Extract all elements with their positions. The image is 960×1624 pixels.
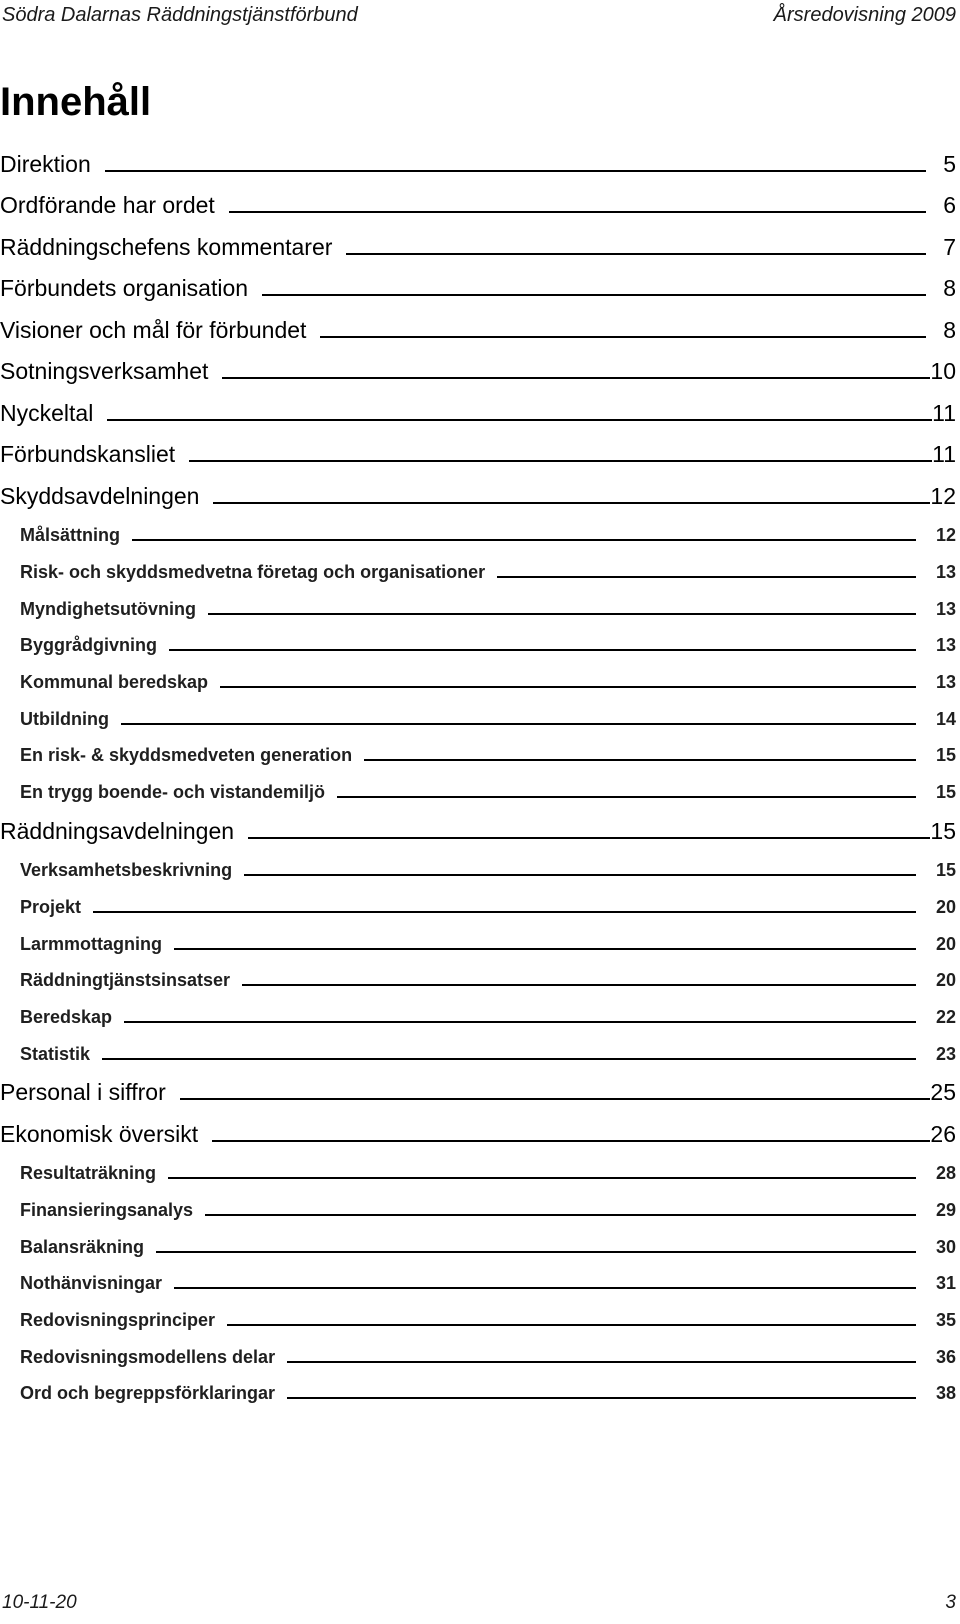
toc-leader-line: [346, 253, 926, 255]
toc-leader-line: [242, 984, 916, 986]
header-report-title: Årsredovisning 2009: [773, 4, 956, 26]
toc-leader-line: [287, 1397, 916, 1399]
toc-leader-line: [205, 1214, 916, 1216]
toc-entry-label: Byggrådgivning: [20, 635, 158, 656]
toc-entry-page: 20: [935, 933, 956, 954]
page-header: [2, 4, 956, 32]
toc-leader-line: [213, 502, 930, 504]
toc-leader-line: [212, 1140, 930, 1142]
toc-entry[interactable]: [0, 991, 956, 1028]
toc-leader-line: [174, 948, 916, 950]
toc-entry-page: 8: [943, 316, 956, 343]
toc-leader-line: [121, 723, 916, 725]
toc-entry[interactable]: [0, 656, 956, 693]
toc-entry[interactable]: [0, 302, 956, 344]
toc-entry-page: 13: [935, 598, 956, 619]
toc-entry-page: 13: [935, 635, 956, 656]
toc-entry-label: Sotningsverksamhet: [0, 358, 209, 384]
toc-entry-label: Ordförande har ordet: [0, 192, 215, 218]
toc-entry[interactable]: [0, 136, 956, 178]
toc-entry[interactable]: [0, 955, 956, 992]
toc-leader-line: [169, 649, 916, 651]
toc-leader-line: [222, 377, 930, 379]
toc-entry[interactable]: [0, 427, 956, 469]
toc-leader-line: [220, 686, 916, 688]
toc-entry[interactable]: [0, 1028, 956, 1065]
toc-entry[interactable]: [0, 1065, 956, 1107]
toc-entry-label: Myndighetsutövning: [20, 598, 196, 619]
toc-leader-line: [189, 460, 932, 462]
toc-entry-page: 38: [935, 1383, 956, 1404]
toc-entry[interactable]: [0, 385, 956, 427]
toc-entry-page: 35: [935, 1310, 956, 1331]
toc-entry-page: 30: [935, 1236, 956, 1257]
toc-entry-label: Utbildning: [20, 708, 109, 729]
toc-entry[interactable]: [0, 1106, 956, 1148]
toc-leader-line: [262, 294, 926, 296]
toc-entry-label: Beredskap: [20, 1006, 113, 1027]
toc-entry[interactable]: [0, 1331, 956, 1368]
toc-entry-label: Projekt: [20, 896, 82, 917]
toc-leader-line: [93, 911, 916, 913]
toc-leader-line: [244, 874, 916, 876]
toc-entry[interactable]: [0, 1184, 956, 1221]
toc-entry-page: 15: [935, 745, 956, 766]
toc-entry-label: Statistik: [20, 1043, 91, 1064]
toc-entry-label: Målsättning: [20, 525, 121, 546]
toc-leader-line: [132, 539, 916, 541]
toc-entry-page: 7: [943, 233, 956, 260]
toc-entry[interactable]: [0, 803, 956, 845]
toc-leader-line: [248, 837, 930, 839]
toc-entry-label: Resultaträkning: [20, 1163, 157, 1184]
toc-entry-label: Räddningtjänstsinsatser: [20, 970, 231, 991]
toc-entry-page: 15: [935, 782, 956, 802]
toc-entry[interactable]: [0, 1294, 956, 1331]
toc-entry-page: 29: [935, 1200, 956, 1220]
toc-entry-label: Ekonomisk översikt: [0, 1120, 199, 1147]
toc-leader-line: [208, 613, 916, 615]
toc-entry-page: 15: [930, 817, 956, 844]
toc-entry-page: 6: [943, 192, 956, 218]
toc-entry-label: Direktion: [0, 150, 91, 177]
toc-entry[interactable]: [0, 918, 956, 955]
table-of-contents: [0, 136, 956, 1404]
toc-entry-label: Redovisningsprinciper: [20, 1310, 216, 1331]
toc-entry[interactable]: [0, 1368, 956, 1405]
toc-entry-label: Nothänvisningar: [20, 1273, 163, 1294]
toc-entry-page: 12: [935, 525, 956, 546]
toc-entry[interactable]: [0, 1258, 956, 1295]
toc-entry[interactable]: [0, 219, 956, 261]
toc-entry-page: 12: [930, 482, 956, 509]
toc-entry[interactable]: [0, 730, 956, 767]
footer-page-number: 3: [945, 1592, 956, 1613]
footer-date: 10-11-20: [2, 1592, 77, 1613]
toc-entry-page: 28: [935, 1163, 956, 1184]
toc-entry[interactable]: [0, 693, 956, 730]
toc-leader-line: [287, 1361, 916, 1363]
toc-leader-line: [337, 796, 916, 798]
toc-entry[interactable]: [0, 178, 956, 220]
toc-entry-label: En risk- & skyddsmedveten generation: [20, 745, 353, 766]
toc-entry-label: Risk- och skyddsmedvetna företag och organisationer: [20, 561, 486, 582]
toc-entry[interactable]: [0, 546, 956, 583]
toc-entry[interactable]: [0, 261, 956, 303]
header-organization: Södra Dalarnas Räddningstjänstförbund: [2, 4, 358, 26]
toc-entry-page: 11: [932, 441, 956, 467]
toc-entry-page: 5: [943, 150, 956, 177]
toc-leader-line: [174, 1287, 916, 1289]
toc-entry[interactable]: [0, 845, 956, 882]
toc-entry[interactable]: [0, 620, 956, 657]
toc-entry[interactable]: [0, 1148, 956, 1185]
toc-entry-page: 20: [935, 896, 956, 917]
toc-entry-page: 23: [935, 1043, 956, 1064]
toc-entry-page: 11: [932, 399, 956, 426]
toc-entry[interactable]: [0, 881, 956, 918]
toc-entry-page: 20: [935, 970, 956, 991]
toc-entry-label: Nyckeltal: [0, 399, 94, 426]
toc-entry-label: En trygg boende- och vistandemiljö: [20, 782, 326, 802]
toc-entry-label: Balansräkning: [20, 1236, 145, 1257]
toc-entry-label: Skyddsavdelningen: [0, 482, 200, 509]
toc-entry-label: Kommunal beredskap: [20, 671, 209, 692]
toc-entry-label: Visioner och mål för förbundet: [0, 316, 307, 343]
toc-entry-label: Redovisningsmodellens delar: [20, 1346, 276, 1367]
toc-leader-line: [229, 211, 926, 213]
toc-entry-page: 36: [935, 1346, 956, 1367]
toc-entry-page: 15: [935, 860, 956, 881]
toc-leader-line: [107, 419, 932, 421]
toc-entry-page: 25: [930, 1079, 956, 1106]
toc-leader-line: [102, 1058, 916, 1060]
toc-entry-page: 26: [930, 1120, 956, 1147]
toc-entry[interactable]: [0, 510, 956, 547]
toc-entry-label: Ord och begreppsförklaringar: [20, 1383, 276, 1404]
toc-entry-label: Verksamhetsbeskrivning: [20, 860, 233, 881]
toc-leader-line: [105, 170, 926, 172]
toc-entry-label: Finansieringsanalys: [20, 1200, 194, 1220]
toc-entry[interactable]: [0, 344, 956, 386]
toc-entry[interactable]: [0, 1221, 956, 1258]
toc-entry-page: 8: [943, 275, 956, 301]
toc-entry-label: Räddningsavdelningen: [0, 817, 235, 844]
toc-entry-page: 14: [935, 708, 956, 729]
toc-leader-line: [180, 1098, 931, 1100]
toc-leader-line: [168, 1177, 916, 1179]
toc-entry-page: 13: [935, 561, 956, 582]
toc-entry[interactable]: [0, 766, 956, 803]
toc-leader-line: [156, 1251, 916, 1253]
toc-entry-label: Räddningschefens kommentarer: [0, 233, 333, 260]
page-title: Innehåll: [0, 80, 152, 124]
toc-leader-line: [320, 336, 926, 338]
toc-entry-page: 31: [935, 1273, 956, 1294]
toc-leader-line: [364, 759, 916, 761]
toc-entry-page: 22: [935, 1006, 956, 1027]
toc-entry-page: 13: [935, 671, 956, 692]
toc-entry[interactable]: [0, 583, 956, 620]
toc-entry-label: Personal i siffror: [0, 1079, 166, 1106]
toc-leader-line: [227, 1324, 916, 1326]
toc-entry-page: 10: [930, 358, 956, 384]
page-footer: [2, 1592, 956, 1618]
toc-entry-label: Förbundskansliet: [0, 441, 176, 467]
toc-entry[interactable]: [0, 468, 956, 510]
toc-entry-label: Förbundets organisation: [0, 275, 249, 301]
toc-leader-line: [124, 1021, 916, 1023]
toc-entry-label: Larmmottagning: [20, 933, 162, 954]
toc-leader-line: [497, 576, 916, 578]
